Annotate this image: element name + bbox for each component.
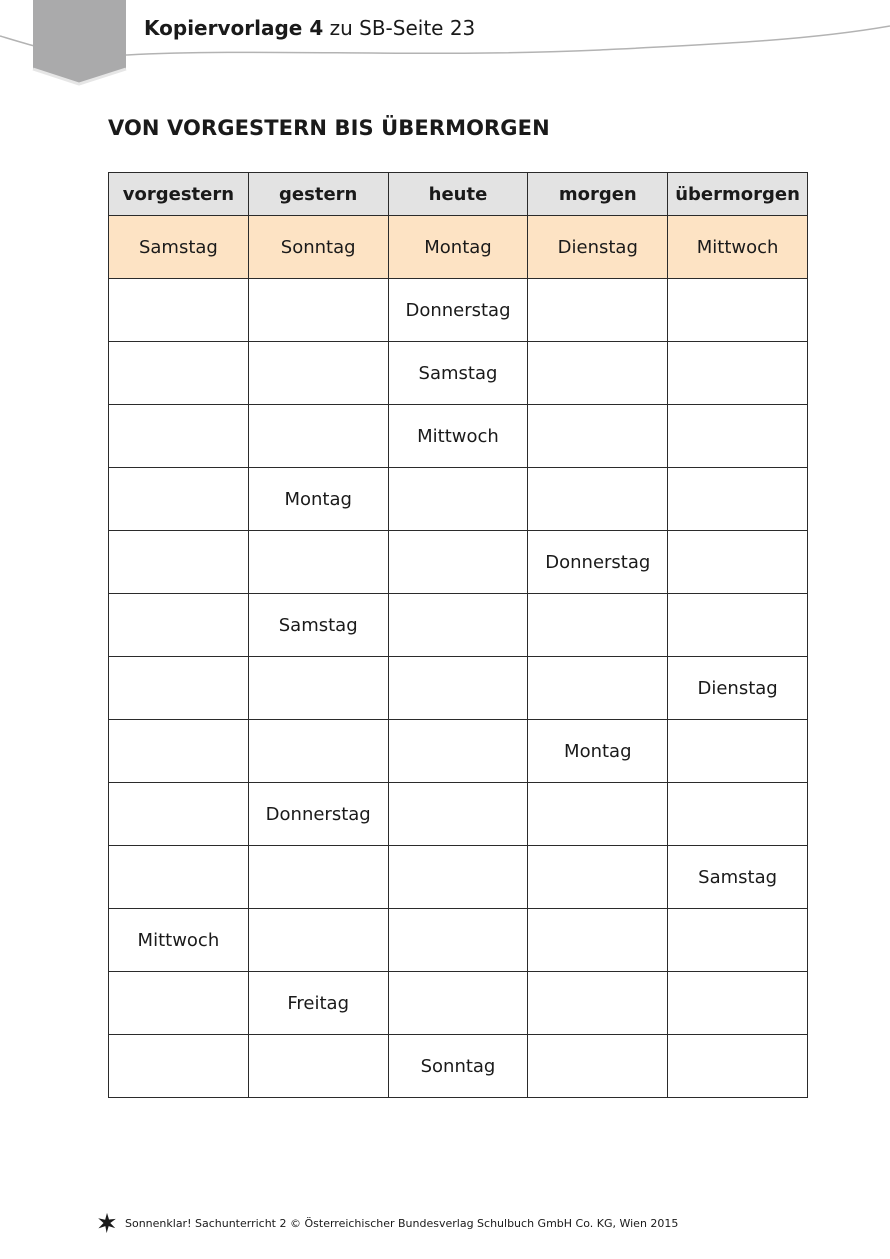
- table-cell[interactable]: [109, 342, 249, 405]
- table-cell[interactable]: Donnerstag: [248, 783, 388, 846]
- table-row: [109, 783, 808, 846]
- footer: [96, 1212, 678, 1234]
- table-cell[interactable]: [668, 972, 808, 1035]
- table-cell[interactable]: [248, 531, 388, 594]
- table-row: [109, 279, 808, 342]
- table-cell[interactable]: [388, 846, 528, 909]
- worksheet-header: [144, 16, 475, 40]
- table-cell[interactable]: [109, 531, 249, 594]
- example-cell: Montag: [388, 216, 528, 279]
- table-row: [109, 468, 808, 531]
- table-cell[interactable]: [109, 783, 249, 846]
- table-cell[interactable]: Dienstag: [668, 657, 808, 720]
- example-cell: Mittwoch: [668, 216, 808, 279]
- table-cell[interactable]: [668, 405, 808, 468]
- publisher-star-logo-icon: [96, 1212, 118, 1234]
- table-cell[interactable]: [528, 468, 668, 531]
- table-cell[interactable]: [388, 972, 528, 1035]
- table-cell[interactable]: [109, 972, 249, 1035]
- example-cell: Samstag: [109, 216, 249, 279]
- table-cell[interactable]: [528, 909, 668, 972]
- page-title: VON VORGESTERN BIS ÜBERMORGEN: [108, 116, 550, 140]
- table-cell[interactable]: [668, 594, 808, 657]
- table-cell[interactable]: [109, 1035, 249, 1098]
- table-cell[interactable]: [528, 783, 668, 846]
- table-cell[interactable]: Samstag: [668, 846, 808, 909]
- table-cell[interactable]: [109, 405, 249, 468]
- table-cell[interactable]: [668, 468, 808, 531]
- table-cell[interactable]: [248, 342, 388, 405]
- table-cell[interactable]: [668, 720, 808, 783]
- table-cell[interactable]: [528, 846, 668, 909]
- example-row: [109, 216, 808, 279]
- table-cell[interactable]: [528, 342, 668, 405]
- table-cell[interactable]: [248, 279, 388, 342]
- table-cell[interactable]: [528, 657, 668, 720]
- table-cell[interactable]: [668, 1035, 808, 1098]
- table-cell[interactable]: Sonntag: [388, 1035, 528, 1098]
- table-cell[interactable]: [388, 594, 528, 657]
- table-cell[interactable]: [109, 279, 249, 342]
- table-cell[interactable]: Donnerstag: [388, 279, 528, 342]
- table-cell[interactable]: [388, 783, 528, 846]
- table-cell[interactable]: [248, 1035, 388, 1098]
- table-cell[interactable]: Montag: [528, 720, 668, 783]
- table-cell[interactable]: [388, 657, 528, 720]
- table-header-row: [109, 173, 808, 216]
- table-cell[interactable]: [109, 720, 249, 783]
- table-cell[interactable]: [109, 657, 249, 720]
- table-row: [109, 1035, 808, 1098]
- table-cell[interactable]: [248, 405, 388, 468]
- table-cell[interactable]: [668, 783, 808, 846]
- table-cell[interactable]: Montag: [248, 468, 388, 531]
- table-cell[interactable]: [248, 720, 388, 783]
- table-cell[interactable]: [528, 405, 668, 468]
- table-cell[interactable]: [668, 531, 808, 594]
- table-cell[interactable]: [668, 279, 808, 342]
- table-cell[interactable]: [528, 1035, 668, 1098]
- table-cell[interactable]: [668, 342, 808, 405]
- table-cell[interactable]: Donnerstag: [528, 531, 668, 594]
- table-cell[interactable]: [388, 909, 528, 972]
- header-decoration: [0, 0, 890, 100]
- table-row: [109, 342, 808, 405]
- table-cell[interactable]: Samstag: [388, 342, 528, 405]
- example-cell: Sonntag: [248, 216, 388, 279]
- column-header: morgen: [528, 173, 668, 216]
- table-cell[interactable]: [109, 468, 249, 531]
- table-cell[interactable]: Freitag: [248, 972, 388, 1035]
- table-cell[interactable]: Mittwoch: [388, 405, 528, 468]
- table-cell[interactable]: [528, 279, 668, 342]
- column-header: vorgestern: [109, 173, 249, 216]
- table-row: [109, 405, 808, 468]
- column-header: gestern: [248, 173, 388, 216]
- table-cell[interactable]: [248, 657, 388, 720]
- table-cell[interactable]: [668, 909, 808, 972]
- table-cell[interactable]: [528, 972, 668, 1035]
- table-cell[interactable]: [388, 720, 528, 783]
- copyright-text: Sonnenklar! Sachunterricht 2 © Österreichischer Bundesverlag Schulbuch GmbH Co. KG, Wien 2015: [125, 1216, 679, 1230]
- table-row: [109, 720, 808, 783]
- column-header: heute: [388, 173, 528, 216]
- table-row: [109, 972, 808, 1035]
- table-row: [109, 594, 808, 657]
- table-cell[interactable]: [109, 594, 249, 657]
- worksheet-number: Kopiervorlage 4: [144, 16, 324, 40]
- table-cell[interactable]: [248, 909, 388, 972]
- table-cell[interactable]: Mittwoch: [109, 909, 249, 972]
- table-cell[interactable]: [528, 594, 668, 657]
- table-cell[interactable]: [248, 846, 388, 909]
- table-cell[interactable]: [109, 846, 249, 909]
- textbook-page-reference: zu SB-Seite 23: [329, 16, 476, 40]
- table-cell[interactable]: [388, 468, 528, 531]
- header-tab-shape: [33, 0, 126, 84]
- table-row: [109, 846, 808, 909]
- table-row: [109, 657, 808, 720]
- column-header: übermorgen: [668, 173, 808, 216]
- example-cell: Dienstag: [528, 216, 668, 279]
- table-cell[interactable]: Samstag: [248, 594, 388, 657]
- days-table: [108, 172, 808, 1098]
- table-row: [109, 531, 808, 594]
- table-row: [109, 909, 808, 972]
- table-cell[interactable]: [388, 531, 528, 594]
